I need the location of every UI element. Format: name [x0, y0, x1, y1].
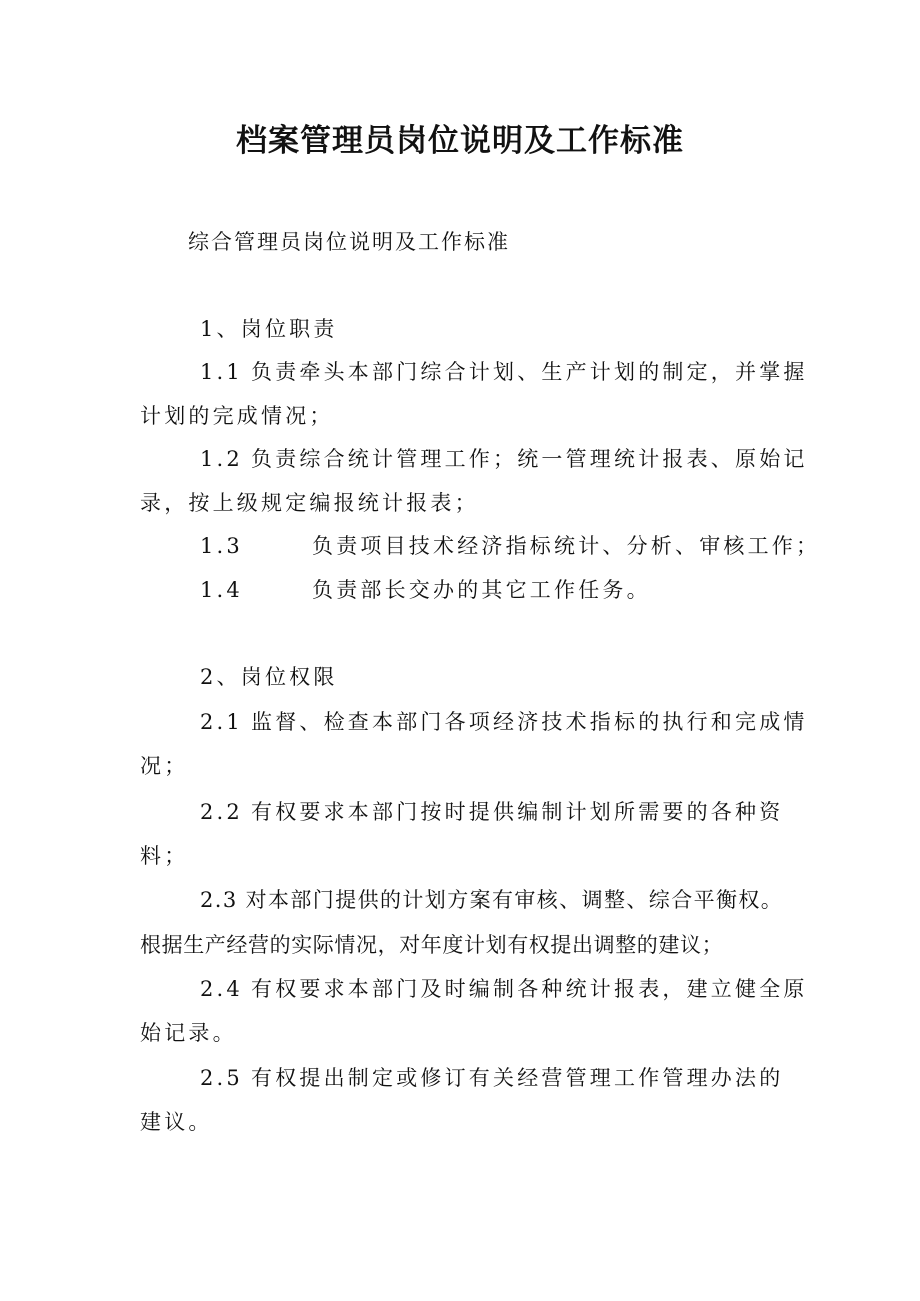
- item-text-continued: 始记录。: [140, 1021, 237, 1045]
- item-text-continued: 计划的完成情况；: [140, 404, 334, 428]
- item-number: 2.5: [200, 1066, 243, 1090]
- item-number: 1.4: [200, 578, 243, 602]
- item-text-continued: 建议。: [140, 1110, 213, 1134]
- item-text: 有权要求本部门按时提供编制计划所需要的各种资: [251, 800, 784, 824]
- item-number: 2.3: [200, 888, 238, 912]
- list-item: [200, 1062, 783, 1092]
- item-text-continued: 录，按上级规定编报统计报表；: [140, 491, 479, 515]
- section-heading-duties: 1、岗位职责: [200, 317, 338, 341]
- document-subtitle: 综合管理员岗位说明及工作标准: [188, 230, 510, 254]
- item-number: 1.2: [200, 447, 243, 471]
- list-item: [200, 443, 808, 473]
- item-number: 1.3: [200, 534, 243, 558]
- list-item: [200, 574, 651, 604]
- item-text: 负责部长交办的其它工作任务。: [312, 578, 651, 602]
- item-text: 对本部门提供的计划方案有审核、调整、综合平衡权。: [245, 888, 784, 912]
- list-item: [200, 356, 808, 386]
- item-text: 负责综合统计管理工作；统一管理统计报表、原始记: [251, 447, 808, 471]
- document-title: 档案管理员岗位说明及工作标准: [236, 123, 684, 159]
- item-text: 有权要求本部门及时编制各种统计报表，建立健全原: [251, 977, 808, 1001]
- item-text-continued: 况；: [140, 754, 189, 778]
- section-heading-authority: 2、岗位权限: [200, 665, 338, 689]
- item-number: 2.1: [200, 710, 243, 734]
- list-item: [200, 530, 820, 560]
- item-text: 有权提出制定或修订有关经营管理工作管理办法的: [251, 1066, 784, 1090]
- list-item: [200, 973, 808, 1003]
- item-number: 1.1: [200, 360, 243, 384]
- item-number: 2.4: [200, 977, 243, 1001]
- item-text: 监督、检查本部门各项经济技术指标的执行和完成情: [251, 710, 808, 734]
- list-item: [200, 796, 783, 826]
- item-text-continued: 料；: [140, 844, 189, 868]
- item-text: 负责项目技术经济指标统计、分析、审核工作；: [312, 534, 821, 558]
- item-number: 2.2: [200, 800, 243, 824]
- item-text: 负责牵头本部门综合计划、生产计划的制定，并掌握: [251, 360, 808, 384]
- list-item: [200, 884, 783, 914]
- list-item: [200, 706, 808, 736]
- item-text-continued: 根据生产经营的实际情况，对年度计划有权提出调整的建议；: [140, 933, 724, 957]
